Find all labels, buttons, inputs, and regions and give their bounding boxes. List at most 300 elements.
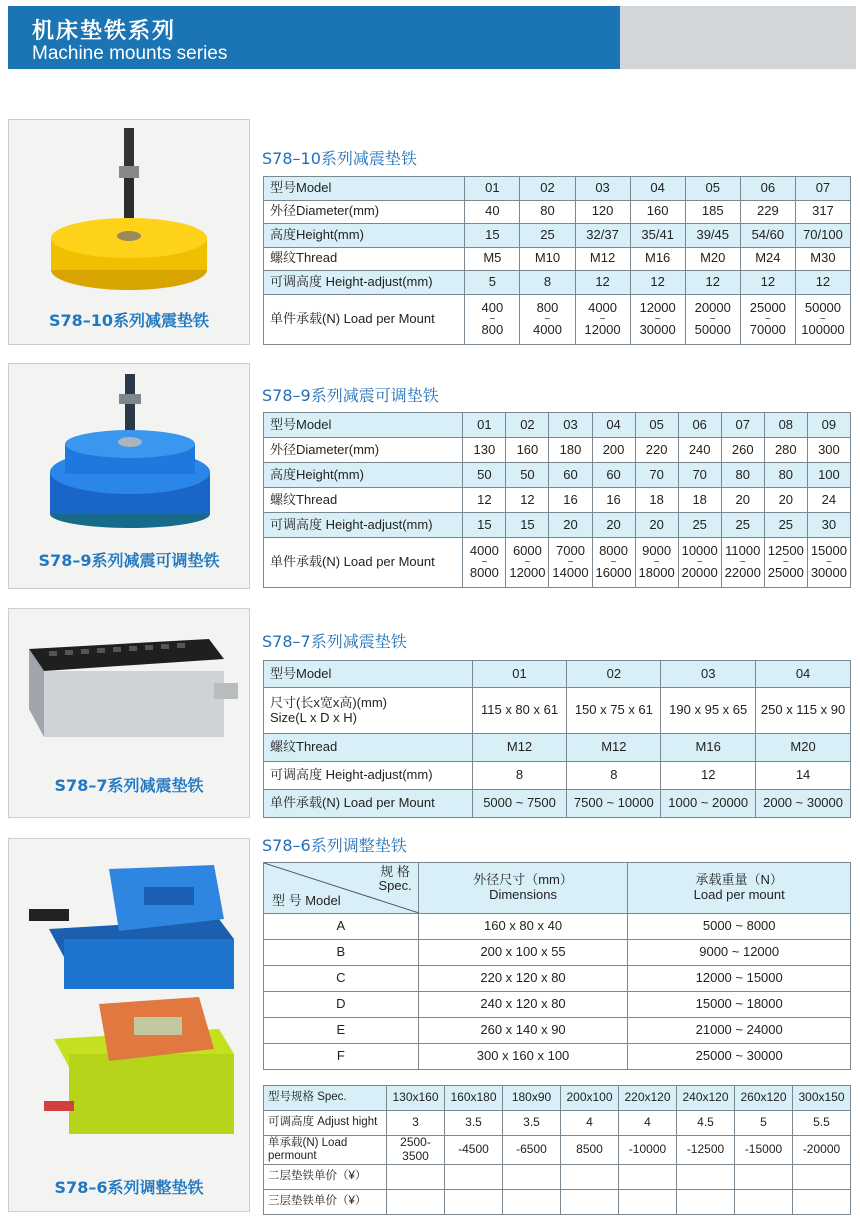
load-max: 30000 bbox=[810, 565, 847, 580]
table-cell: 54/60 bbox=[740, 224, 795, 248]
s9-mount-image bbox=[9, 364, 249, 544]
table-cell: 15000 ~ 18000 bbox=[628, 992, 851, 1018]
table-cell: 05 bbox=[635, 413, 678, 438]
model-cell: A bbox=[264, 914, 419, 940]
table-cell: 25 bbox=[678, 513, 721, 538]
table-cell: 100 bbox=[807, 463, 850, 488]
table-cell: 300 x 160 x 100 bbox=[418, 1044, 628, 1070]
row-label: 可调高度 Height-adjust(mm) bbox=[264, 762, 473, 790]
s6-corner-cell bbox=[264, 863, 419, 914]
row-label: 型号Model bbox=[264, 177, 465, 201]
table-cell bbox=[387, 1164, 445, 1189]
table-cell bbox=[387, 1189, 445, 1214]
table-row bbox=[264, 224, 851, 248]
load-max: 16000 bbox=[595, 565, 632, 580]
s10-mount-image bbox=[9, 120, 249, 300]
load-min: 25000 bbox=[749, 299, 786, 315]
table-cell: 04 bbox=[756, 661, 851, 688]
table-cell: 200x100 bbox=[561, 1086, 619, 1111]
table-cell: 20 bbox=[764, 488, 807, 513]
table-cell: 32/37 bbox=[575, 224, 630, 248]
table-cell bbox=[520, 294, 575, 344]
table-cell: M12 bbox=[575, 247, 630, 271]
load-min: 4000 bbox=[588, 299, 618, 315]
s6-dimensions-header-cn: 外径尺寸（mm） bbox=[473, 872, 573, 888]
s6-load-header-cn: 承载重量（N） bbox=[695, 872, 783, 888]
table-cell: 8 bbox=[520, 271, 575, 295]
s7-photo-panel bbox=[8, 608, 250, 818]
table-cell: 07 bbox=[795, 177, 850, 201]
s6-corner-model: 型 号 Model bbox=[272, 893, 341, 909]
load-min: 20000 bbox=[694, 299, 731, 315]
table-cell: 260x120 bbox=[735, 1086, 793, 1111]
row-label: 单件承载(N) Load per Mount bbox=[264, 790, 473, 818]
table-row bbox=[264, 177, 851, 201]
table-row bbox=[264, 1086, 851, 1111]
table-cell: 03 bbox=[575, 177, 630, 201]
table-cell bbox=[635, 538, 678, 588]
table-cell bbox=[592, 538, 635, 588]
table-cell: M30 bbox=[795, 247, 850, 271]
table-cell: 12 bbox=[661, 762, 756, 790]
tilde: ~ bbox=[654, 313, 661, 325]
table-cell: M12 bbox=[567, 734, 661, 762]
tilde: ~ bbox=[599, 313, 606, 325]
table-row bbox=[264, 1136, 851, 1165]
table-cell: 40 bbox=[465, 200, 520, 224]
table-cell bbox=[463, 538, 506, 588]
tilde: ~ bbox=[782, 557, 789, 568]
table-cell: 02 bbox=[520, 177, 575, 201]
table-cell: 21000 ~ 24000 bbox=[628, 1018, 851, 1044]
row-label: 螺纹Thread bbox=[264, 488, 463, 513]
table-cell: 15 bbox=[465, 224, 520, 248]
table-cell: 150 x 75 x 61 bbox=[567, 688, 661, 734]
load-min: 12000 bbox=[639, 299, 676, 315]
load-min: 15000 bbox=[810, 543, 847, 559]
table-cell bbox=[793, 1164, 851, 1189]
table-row bbox=[264, 966, 851, 992]
table-cell: 260 x 140 x 90 bbox=[418, 1018, 628, 1044]
table-cell: 09 bbox=[807, 413, 850, 438]
row-label: 单承载(N) Load permount bbox=[264, 1136, 387, 1165]
table-cell: 160 x 80 x 40 bbox=[418, 914, 628, 940]
table-cell bbox=[807, 538, 850, 588]
table-cell: 12 bbox=[740, 271, 795, 295]
table-cell: 8 bbox=[567, 762, 661, 790]
table-cell: 70/100 bbox=[795, 224, 850, 248]
tilde: ~ bbox=[489, 313, 496, 325]
load-max: 4000 bbox=[533, 321, 562, 337]
s10-caption: S78–10系列减震垫铁 bbox=[48, 311, 210, 330]
table-cell: 220 bbox=[635, 438, 678, 463]
load-min: 6000 bbox=[512, 543, 542, 559]
table-cell: 15 bbox=[506, 513, 549, 538]
s6-photo-panel bbox=[8, 838, 250, 1212]
table-cell: M20 bbox=[756, 734, 851, 762]
table-cell: 130 bbox=[463, 438, 506, 463]
load-max: 20000 bbox=[681, 565, 718, 580]
load-min: 8000 bbox=[599, 543, 628, 559]
table-cell: 35/41 bbox=[630, 224, 685, 248]
s6-adjust-table bbox=[263, 1085, 851, 1215]
table-cell: 12 bbox=[630, 271, 685, 295]
table-cell: 3 bbox=[387, 1111, 445, 1136]
table-cell bbox=[619, 1189, 677, 1214]
table-cell bbox=[795, 294, 850, 344]
table-cell: 5000 ~ 7500 bbox=[472, 790, 567, 818]
row-label: 高度Height(mm) bbox=[264, 224, 465, 248]
table-cell: 160 bbox=[506, 438, 549, 463]
table-cell: 220 x 120 x 80 bbox=[418, 966, 628, 992]
s7-caption: S78–7系列减震垫铁 bbox=[54, 776, 204, 795]
table-row bbox=[264, 513, 851, 538]
table-cell: 300 bbox=[807, 438, 850, 463]
s9-caption: S78–9系列减震可调垫铁 bbox=[38, 551, 220, 570]
s6-corner-spec-en: Spec. bbox=[378, 878, 412, 894]
size-label: 尺寸(长x宽x高)(mm) bbox=[270, 694, 387, 710]
s6-load-header bbox=[628, 863, 851, 914]
table-cell: 20 bbox=[635, 513, 678, 538]
table-cell: 25 bbox=[520, 224, 575, 248]
load-max: 70000 bbox=[749, 321, 786, 337]
row-label: 螺纹Thread bbox=[264, 734, 473, 762]
table-cell: 80 bbox=[520, 200, 575, 224]
header-banner bbox=[8, 6, 620, 69]
load-min: 10000 bbox=[681, 543, 718, 559]
row-label: 可调高度 Adjust hight bbox=[264, 1111, 387, 1136]
load-min: 4000 bbox=[469, 543, 499, 559]
table-row bbox=[264, 200, 851, 224]
table-cell bbox=[677, 1164, 735, 1189]
load-max: 30000 bbox=[639, 321, 676, 337]
load-min: 12500 bbox=[767, 543, 804, 559]
table-row bbox=[264, 790, 851, 818]
table-cell: 20 bbox=[592, 513, 635, 538]
table-cell: 130x160 bbox=[387, 1086, 445, 1111]
table-cell: 80 bbox=[721, 463, 764, 488]
table-cell bbox=[740, 294, 795, 344]
row-label: 型号Model bbox=[264, 413, 463, 438]
table-cell: -15000 bbox=[735, 1136, 793, 1165]
table-cell bbox=[619, 1164, 677, 1189]
table-cell: 3.5 bbox=[445, 1111, 503, 1136]
row-label: 高度Height(mm) bbox=[264, 463, 463, 488]
table-cell: M12 bbox=[472, 734, 567, 762]
table-row bbox=[264, 271, 851, 295]
tilde: ~ bbox=[820, 313, 826, 325]
table-cell bbox=[630, 294, 685, 344]
table-cell: 30 bbox=[807, 513, 850, 538]
table-row bbox=[264, 538, 851, 588]
table-cell: -12500 bbox=[677, 1136, 735, 1165]
row-label: 单件承载(N) Load per Mount bbox=[264, 294, 465, 344]
s9-spec-table bbox=[263, 412, 851, 588]
s9-title: S78–9系列减震可调垫铁 bbox=[262, 386, 439, 405]
load-min: 400 bbox=[481, 299, 504, 315]
model-cell: C bbox=[264, 966, 419, 992]
table-row bbox=[264, 1164, 851, 1189]
s6-load-header-en: Load per mount bbox=[693, 887, 785, 902]
row-label: 单件承载(N) Load per Mount bbox=[264, 538, 463, 588]
table-cell: 5000 ~ 8000 bbox=[628, 914, 851, 940]
table-cell: 02 bbox=[567, 661, 661, 688]
table-cell: 240 bbox=[678, 438, 721, 463]
load-max: 12000 bbox=[509, 565, 546, 580]
table-cell: 39/45 bbox=[685, 224, 740, 248]
table-cell: 16 bbox=[549, 488, 592, 513]
table-cell: 260 bbox=[721, 438, 764, 463]
tilde: ~ bbox=[825, 557, 832, 568]
table-cell: 12 bbox=[575, 271, 630, 295]
table-cell: 06 bbox=[740, 177, 795, 201]
table-cell: 25 bbox=[764, 513, 807, 538]
table-cell: 12 bbox=[795, 271, 850, 295]
table-cell: M16 bbox=[661, 734, 756, 762]
load-max: 12000 bbox=[584, 321, 621, 337]
model-cell: B bbox=[264, 940, 419, 966]
table-cell: 60 bbox=[549, 463, 592, 488]
row-label: 三层垫铁单价（¥） bbox=[264, 1189, 387, 1214]
model-cell: D bbox=[264, 992, 419, 1018]
table-cell: 9000 ~ 12000 bbox=[628, 940, 851, 966]
table-cell: 70 bbox=[635, 463, 678, 488]
table-row bbox=[264, 1189, 851, 1214]
table-cell: 12 bbox=[506, 488, 549, 513]
table-cell: 190 x 95 x 65 bbox=[661, 688, 756, 734]
table-row bbox=[264, 1111, 851, 1136]
tilde: ~ bbox=[610, 557, 617, 568]
s9-photo-panel bbox=[8, 363, 250, 589]
table-cell: 18 bbox=[635, 488, 678, 513]
table-cell: -20000 bbox=[793, 1136, 851, 1165]
table-cell: 160x180 bbox=[445, 1086, 503, 1111]
table-row bbox=[264, 661, 851, 688]
table-cell: 05 bbox=[685, 177, 740, 201]
table-row bbox=[264, 914, 851, 940]
header-banner-accent bbox=[620, 6, 856, 69]
s7-title: S78–7系列减震垫铁 bbox=[262, 632, 407, 651]
row-label: 二层垫铁单价（¥） bbox=[264, 1164, 387, 1189]
table-row bbox=[264, 992, 851, 1018]
table-cell: M10 bbox=[520, 247, 575, 271]
table-cell bbox=[735, 1189, 793, 1214]
table-cell: 02 bbox=[506, 413, 549, 438]
tilde: ~ bbox=[481, 557, 488, 568]
table-row bbox=[264, 413, 851, 438]
table-cell: 4 bbox=[619, 1111, 677, 1136]
load-max: 50000 bbox=[694, 321, 731, 337]
load-max: 100000 bbox=[801, 321, 845, 337]
table-cell: 5 bbox=[465, 271, 520, 295]
load-min: 11000 bbox=[725, 543, 761, 559]
table-cell: 229 bbox=[740, 200, 795, 224]
table-row bbox=[264, 1018, 851, 1044]
table-cell: 24 bbox=[807, 488, 850, 513]
table-cell: 20 bbox=[549, 513, 592, 538]
s10-title: S78–10系列减震垫铁 bbox=[262, 149, 417, 168]
table-cell: 2500-3500 bbox=[387, 1136, 445, 1165]
table-cell bbox=[561, 1189, 619, 1214]
table-cell: M5 bbox=[465, 247, 520, 271]
table-cell: 4 bbox=[561, 1111, 619, 1136]
table-cell: 280 bbox=[764, 438, 807, 463]
table-cell: 04 bbox=[592, 413, 635, 438]
table-cell: 115 x 80 x 61 bbox=[472, 688, 567, 734]
table-row bbox=[264, 1044, 851, 1070]
table-cell: 200 bbox=[592, 438, 635, 463]
load-min: 50000 bbox=[804, 299, 842, 315]
table-row bbox=[264, 688, 851, 734]
table-cell: 250 x 115 x 90 bbox=[756, 688, 851, 734]
row-label: 外径Diameter(mm) bbox=[264, 200, 465, 224]
table-cell: 185 bbox=[685, 200, 740, 224]
tilde: ~ bbox=[653, 557, 660, 568]
table-cell: 5 bbox=[735, 1111, 793, 1136]
table-cell: 08 bbox=[764, 413, 807, 438]
table-cell: 03 bbox=[661, 661, 756, 688]
table-row bbox=[264, 488, 851, 513]
table-cell bbox=[678, 538, 721, 588]
table-cell: 8500 bbox=[561, 1136, 619, 1165]
table-cell: 04 bbox=[630, 177, 685, 201]
s6-mount-image bbox=[9, 839, 249, 1159]
header-title-cn: 机床垫铁系列 bbox=[32, 19, 177, 44]
s10-photo-panel bbox=[8, 119, 250, 345]
table-cell: 12 bbox=[463, 488, 506, 513]
row-label: 可调高度 Height-adjust(mm) bbox=[264, 513, 463, 538]
tilde: ~ bbox=[764, 313, 771, 325]
table-cell bbox=[575, 294, 630, 344]
table-cell: 20 bbox=[721, 488, 764, 513]
s6-dimensions-header bbox=[418, 863, 628, 914]
table-cell: 03 bbox=[549, 413, 592, 438]
table-cell bbox=[503, 1164, 561, 1189]
load-max: 22000 bbox=[724, 565, 761, 580]
row-label bbox=[264, 688, 473, 734]
table-cell: 2000 ~ 30000 bbox=[756, 790, 851, 818]
table-cell bbox=[685, 294, 740, 344]
row-label: 型号Model bbox=[264, 661, 473, 688]
table-cell: 300x150 bbox=[793, 1086, 851, 1111]
s6-dimensions-header-en: Dimensions bbox=[489, 887, 557, 902]
table-cell: 01 bbox=[463, 413, 506, 438]
size-label: Size(L x D x H) bbox=[270, 709, 357, 725]
table-cell: 12 bbox=[685, 271, 740, 295]
tilde: ~ bbox=[544, 313, 551, 325]
table-cell bbox=[445, 1189, 503, 1214]
tilde: ~ bbox=[739, 557, 746, 568]
table-cell bbox=[677, 1189, 735, 1214]
tilde: ~ bbox=[524, 557, 531, 568]
tilde: ~ bbox=[567, 557, 574, 568]
table-cell bbox=[445, 1164, 503, 1189]
table-row bbox=[264, 294, 851, 344]
table-cell: 317 bbox=[795, 200, 850, 224]
table-cell: 25 bbox=[721, 513, 764, 538]
load-max: 18000 bbox=[638, 565, 675, 580]
table-cell: 5.5 bbox=[793, 1111, 851, 1136]
table-cell bbox=[721, 538, 764, 588]
table-cell: 14 bbox=[756, 762, 851, 790]
table-cell bbox=[549, 538, 592, 588]
s6-corner-spec-cn: 规 格 bbox=[380, 864, 410, 879]
table-row bbox=[264, 247, 851, 271]
table-cell: -4500 bbox=[445, 1136, 503, 1165]
table-cell: 15 bbox=[463, 513, 506, 538]
table-cell: 07 bbox=[721, 413, 764, 438]
table-cell: 3.5 bbox=[503, 1111, 561, 1136]
table-cell: 16 bbox=[592, 488, 635, 513]
table-cell: 4.5 bbox=[677, 1111, 735, 1136]
table-cell: M20 bbox=[685, 247, 740, 271]
table-cell: 18 bbox=[678, 488, 721, 513]
header-title-en: Machine mounts series bbox=[32, 43, 228, 64]
table-cell: 50 bbox=[506, 463, 549, 488]
load-min: 800 bbox=[536, 299, 559, 315]
model-cell: E bbox=[264, 1018, 419, 1044]
load-min: 9000 bbox=[642, 543, 672, 559]
load-max: 800 bbox=[481, 321, 504, 337]
tilde: ~ bbox=[709, 313, 716, 325]
table-cell bbox=[764, 538, 807, 588]
s7-mount-image bbox=[9, 609, 249, 759]
table-cell: 220x120 bbox=[619, 1086, 677, 1111]
table-cell bbox=[503, 1189, 561, 1214]
table-cell: 80 bbox=[764, 463, 807, 488]
table-cell: M16 bbox=[630, 247, 685, 271]
s6-caption: S78–6系列调整垫铁 bbox=[54, 1178, 204, 1197]
table-cell: 180x90 bbox=[503, 1086, 561, 1111]
table-cell bbox=[561, 1164, 619, 1189]
table-cell: 200 x 100 x 55 bbox=[418, 940, 628, 966]
load-max: 14000 bbox=[552, 565, 589, 580]
table-row bbox=[264, 762, 851, 790]
table-cell: 8 bbox=[472, 762, 567, 790]
table-row bbox=[264, 734, 851, 762]
table-cell: 25000 ~ 30000 bbox=[628, 1044, 851, 1070]
table-cell: 70 bbox=[678, 463, 721, 488]
table-row bbox=[264, 463, 851, 488]
s6-title: S78–6系列调整垫铁 bbox=[262, 836, 407, 855]
table-cell: 12000 ~ 15000 bbox=[628, 966, 851, 992]
load-max: 8000 bbox=[469, 565, 499, 580]
table-cell: 180 bbox=[549, 438, 592, 463]
table-cell: 50 bbox=[463, 463, 506, 488]
s6-dimension-table bbox=[263, 862, 851, 1070]
table-cell: 01 bbox=[465, 177, 520, 201]
table-cell bbox=[465, 294, 520, 344]
load-min: 7000 bbox=[556, 543, 585, 559]
table-cell: 160 bbox=[630, 200, 685, 224]
table-cell: 240x120 bbox=[677, 1086, 735, 1111]
row-label: 外径Diameter(mm) bbox=[264, 438, 463, 463]
table-cell: 06 bbox=[678, 413, 721, 438]
row-label: 型号规格 Spec. bbox=[264, 1086, 387, 1111]
table-cell bbox=[735, 1164, 793, 1189]
s7-spec-table bbox=[263, 660, 851, 818]
table-cell: 60 bbox=[592, 463, 635, 488]
row-label: 可调高度 Height-adjust(mm) bbox=[264, 271, 465, 295]
table-cell: 1000 ~ 20000 bbox=[661, 790, 756, 818]
tilde: ~ bbox=[696, 557, 703, 568]
table-cell: 01 bbox=[472, 661, 567, 688]
table-cell: 7500 ~ 10000 bbox=[567, 790, 661, 818]
row-label: 螺纹Thread bbox=[264, 247, 465, 271]
table-cell: 120 bbox=[575, 200, 630, 224]
load-max: 25000 bbox=[767, 565, 804, 580]
s10-spec-table bbox=[263, 176, 851, 345]
